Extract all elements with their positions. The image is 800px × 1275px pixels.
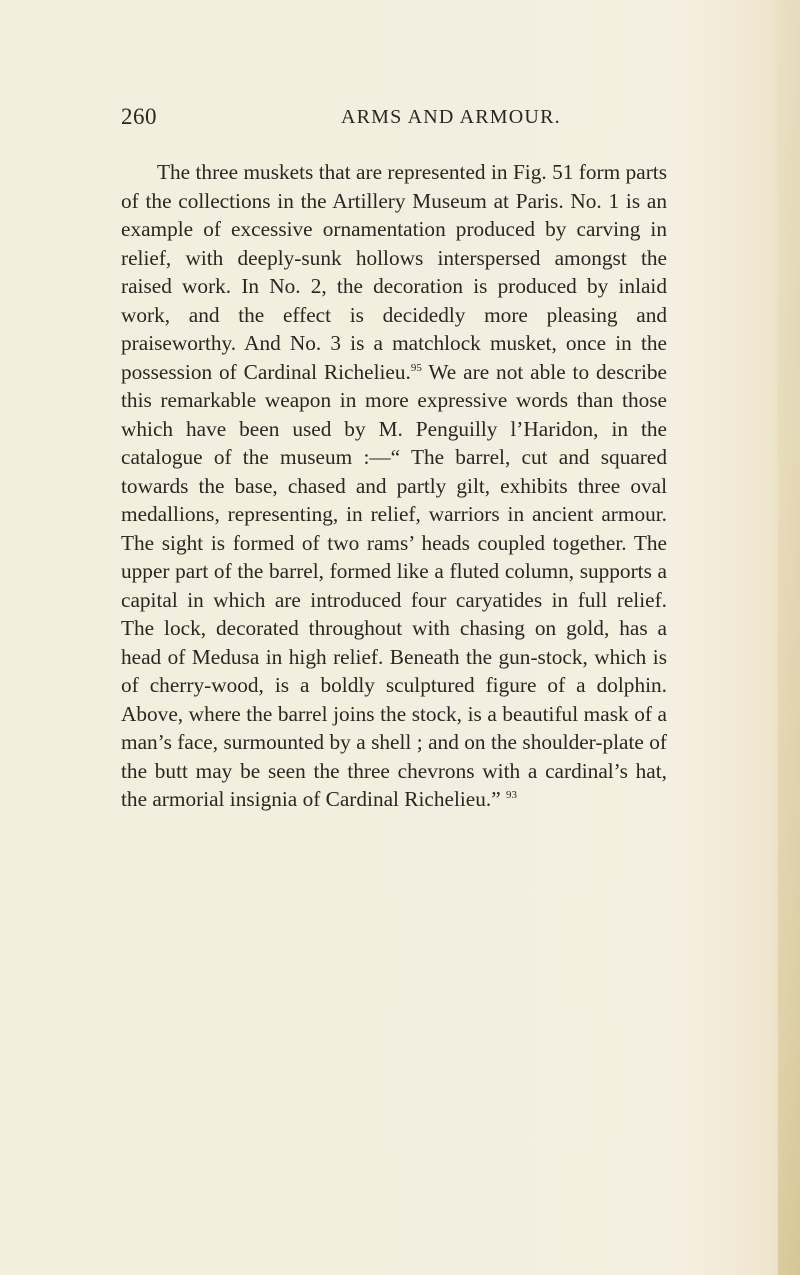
footnote-reference: 95: [410, 361, 422, 374]
body-paragraph: [121, 158, 667, 814]
footnote-reference: 93: [506, 789, 517, 801]
page-number: 260: [121, 104, 157, 129]
paragraph-text-part-1: The three muskets that are represented in Fig. 51 form parts of the collections in the Artillery Museum at Paris. No. 1 is an example of excessive ornamentation produced by carving in relief, with deeply-sunk hollows interspersed amongst the raised work. In No. 2, the decoration is produced by inlaid work, and the effect is decidedly more pleasing and praiseworthy. And No. 3 is a matchlock musket, once in the possession of Cardinal Richelieu.: [121, 160, 667, 384]
page-edge-stain: [778, 0, 800, 1275]
page-header: [121, 104, 681, 138]
running-head: ARMS AND ARMOUR.: [341, 106, 561, 128]
paragraph-text-part-2: We are not able to describe this remarkable weapon in more expressive words than those which have been used by M. Penguilly l’Haridon, in the catalogue of the museum :—“ The barrel, cut and squared towards the base, chased and partly gilt, exhibits three oval medallions, representing, in relief, warriors in ancient armour. The sight is formed of two rams’ heads coupled together. The upper part of the barrel, formed like a fluted column, supports a capital in which are introduced four caryatides in full relief. The lock, decorated throughout with chasing on gold, has a head of Medusa in high relief. Beneath the gun-stock, which is of cherry-wood, is a boldly sculptured figure of a dolphin. Above, where the barrel joins the stock, is a beautiful mask of a man’s face, surmounted by a shell ; and on the shoulder-plate of the butt may be seen the three chevrons with a cardinal’s hat, the armorial insignia of Cardinal Richelieu.”: [121, 359, 667, 811]
